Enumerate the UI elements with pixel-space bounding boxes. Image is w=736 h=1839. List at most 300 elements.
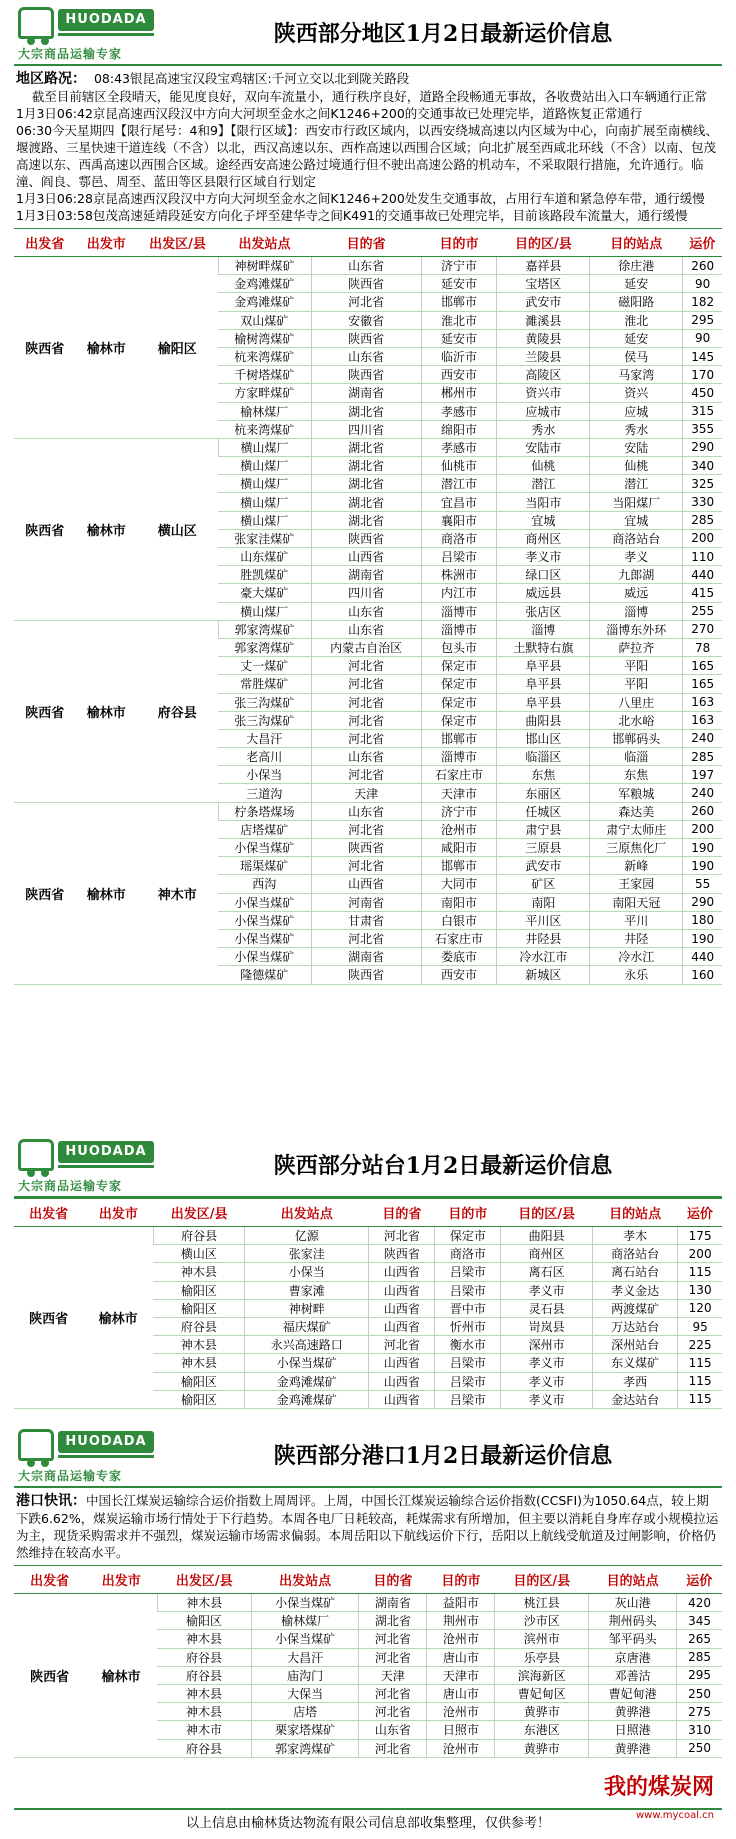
- table-cell: 240: [683, 784, 722, 802]
- table-cell: 420: [677, 1594, 722, 1612]
- column-header: 出发市: [83, 1199, 153, 1227]
- table-cell: 平川区: [497, 911, 590, 929]
- table-cell: 260: [683, 802, 722, 820]
- table-cell: 千树塔煤矿: [218, 366, 311, 384]
- table-cell: 曹家滩: [245, 1281, 369, 1299]
- table-cell: 吕梁市: [435, 1263, 501, 1281]
- table-cell: 145: [683, 347, 722, 365]
- station-rate-table: [14, 1198, 722, 1409]
- table-cell: 河北省: [311, 929, 421, 947]
- table-cell: 深州站台: [592, 1336, 677, 1354]
- table-cell: 山东省: [359, 1721, 427, 1739]
- table-cell: 115: [678, 1390, 722, 1408]
- table-cell: 250: [677, 1739, 722, 1757]
- table-cell: 小保当煤矿: [218, 929, 311, 947]
- table-row: [14, 1227, 722, 1245]
- table-cell: 南阳: [497, 893, 590, 911]
- table-cell: 保定市: [435, 1227, 501, 1245]
- table-cell: 225: [678, 1336, 722, 1354]
- table-cell: 190: [683, 839, 722, 857]
- table-cell: 万达站台: [592, 1317, 677, 1335]
- table-cell: 保定市: [421, 675, 497, 693]
- table-cell: 115: [678, 1372, 722, 1390]
- table-cell: 吕梁市: [421, 548, 497, 566]
- table-cell: 府谷县: [153, 1227, 244, 1245]
- table-cell: 285: [683, 748, 722, 766]
- table-cell: 265: [677, 1630, 722, 1648]
- table-cell: 延安: [590, 329, 683, 347]
- table-cell: 190: [683, 929, 722, 947]
- table-cell: 榆林市: [83, 1227, 153, 1409]
- table-cell: 湖北省: [311, 457, 421, 475]
- table-cell: 张家洼: [245, 1245, 369, 1263]
- table-cell: 250: [677, 1684, 722, 1702]
- table-cell: 岢岚县: [501, 1317, 592, 1335]
- table-cell: 永兴高速路口: [245, 1336, 369, 1354]
- table-cell: 威远: [590, 584, 683, 602]
- section-header: [14, 1422, 722, 1488]
- table-cell: 130: [678, 1281, 722, 1299]
- table-cell: 湖北省: [311, 493, 421, 511]
- road-condition-notice: 地区路况： 08:43银昆高速宝汉段宝鸡辖区:千河立交以北到陇关路段 截至目前辖区全段晴天，能见度良好，双向车流量小，通行秩序良好，道路全段畅通无事故，各收费站出入口车辆通行正常 1月3日06:42京昆高速西汉段汉中方向大河坝至金水之间K1246+200的交通事故已处理完毕，道路恢复正常通行 06:30今天星期四【限行尾号：4和9】【限行区域】：西安市行政区域内，以西安绕城高速以内区域为中心，向南扩展至南横线、堰渡路、三星快速干道连线（不含）以北，西汉高速以东、西柞高速以西围合区域；向北扩展至西咸北环线（不含）以南、包茂高速以东、西禹高速以西围合区域。途经西安高速公路过境通行但不驶出高速公路的机动车，不采取限行措施，允许通行。临潼、阎良、鄠邑、周至、蓝田等区县限行区域自行划定 1月3日06:28京昆高速西汉段汉中方向大河坝至金水之间K1246+200处发生交通事故，占用行车道和紧急停车带，通行缓慢 1月3日03:58包茂高速延靖段延安方向化子坪至建华寺之间K491的交通事故已处理完毕，目前该路段车流量大，通行缓慢: [16, 71, 718, 223]
- table-cell: 日照市: [427, 1721, 495, 1739]
- table-cell: 东丽区: [497, 784, 590, 802]
- table-cell: 东焦: [497, 766, 590, 784]
- table-cell: 两渡煤矿: [592, 1299, 677, 1317]
- table-cell: 福庆煤矿: [245, 1317, 369, 1335]
- table-row: [14, 257, 722, 275]
- table-cell: 河北省: [311, 766, 421, 784]
- table-cell: 榆阳区: [153, 1390, 244, 1408]
- table-cell: 森达美: [590, 802, 683, 820]
- table-cell: 陕西省: [14, 1227, 83, 1409]
- table-cell: 曹妃甸区: [495, 1684, 589, 1702]
- column-header: 目的市: [435, 1199, 501, 1227]
- table-header-row: [14, 1566, 722, 1594]
- table-cell: 115: [678, 1354, 722, 1372]
- table-cell: 宜城: [590, 511, 683, 529]
- table-cell: 栗家塔煤矿: [251, 1721, 359, 1739]
- section-header: [14, 0, 722, 66]
- column-header: 目的省: [359, 1566, 427, 1594]
- table-cell: 神木县: [153, 1354, 244, 1372]
- table-cell: 163: [683, 693, 722, 711]
- table-cell: 当阳市: [497, 493, 590, 511]
- table-cell: 张三沟煤矿: [218, 711, 311, 729]
- table-cell: 三道沟: [218, 784, 311, 802]
- table-cell: 450: [683, 384, 722, 402]
- table-cell: 神木县: [157, 1630, 251, 1648]
- table-cell: 神木县: [157, 1594, 251, 1612]
- table-cell: 孝感市: [421, 438, 497, 456]
- table-cell: 榆树湾煤矿: [218, 329, 311, 347]
- table-cell: 小保当煤矿: [218, 948, 311, 966]
- mycoal-watermark: 我的煤炭网 www.mycoal.cn: [603, 1775, 714, 1821]
- table-cell: 商州区: [501, 1245, 592, 1263]
- table-cell: 河北省: [369, 1227, 435, 1245]
- table-cell: 资兴: [590, 384, 683, 402]
- table-cell: 小保当煤矿: [251, 1594, 359, 1612]
- table-row: [14, 438, 722, 456]
- table-cell: 315: [683, 402, 722, 420]
- table-cell: 大保当: [251, 1684, 359, 1702]
- table-cell: 横山区: [153, 1245, 244, 1263]
- column-header: 目的区/县: [497, 229, 590, 257]
- table-cell: 方家畔煤矿: [218, 384, 311, 402]
- table-cell: 淄博: [497, 620, 590, 638]
- table-cell: 咸阳市: [421, 839, 497, 857]
- table-row: [14, 1594, 722, 1612]
- table-cell: 乐亭县: [495, 1648, 589, 1666]
- table-cell: 290: [683, 893, 722, 911]
- table-cell: 侯马: [590, 347, 683, 365]
- table-cell: 矿区: [497, 875, 590, 893]
- table-cell: 娄底市: [421, 948, 497, 966]
- table-cell: 200: [678, 1245, 722, 1263]
- table-cell: 滨海新区: [495, 1666, 589, 1684]
- table-cell: 白银市: [421, 911, 497, 929]
- table-cell: 濉溪县: [497, 311, 590, 329]
- table-cell: 济宁市: [421, 257, 497, 275]
- table-cell: 神木市: [137, 802, 218, 984]
- port-rate-section: [14, 1422, 722, 1758]
- table-cell: 安陆市: [497, 438, 590, 456]
- table-cell: 山东省: [311, 802, 421, 820]
- column-header: 目的区/县: [501, 1199, 592, 1227]
- table-cell: 大同市: [421, 875, 497, 893]
- table-cell: 神木县: [153, 1336, 244, 1354]
- table-cell: 唐山市: [427, 1684, 495, 1702]
- table-cell: 95: [678, 1317, 722, 1335]
- column-header: 出发站点: [251, 1566, 359, 1594]
- table-cell: 115: [678, 1263, 722, 1281]
- table-cell: 黄骅市: [495, 1739, 589, 1757]
- table-cell: 东焦: [590, 766, 683, 784]
- huodada-logo: HUODADA 大宗商品运输专家: [14, 1, 164, 63]
- table-cell: 邓善沽: [589, 1666, 677, 1684]
- table-cell: 土默特右旗: [497, 638, 590, 656]
- table-cell: 河北省: [359, 1684, 427, 1702]
- table-cell: 仙桃: [497, 457, 590, 475]
- table-cell: 石家庄市: [421, 766, 497, 784]
- table-cell: 山东煤矿: [218, 548, 311, 566]
- table-cell: 灵石县: [501, 1299, 592, 1317]
- table-cell: 神树畔煤矿: [218, 257, 311, 275]
- table-cell: 杭来湾煤矿: [218, 420, 311, 438]
- table-cell: 285: [683, 511, 722, 529]
- table-cell: 绵阳市: [421, 420, 497, 438]
- table-cell: 灰山港: [589, 1594, 677, 1612]
- table-cell: 潜江: [590, 475, 683, 493]
- table-cell: 高陵区: [497, 366, 590, 384]
- table-cell: 200: [683, 820, 722, 838]
- table-cell: 河北省: [359, 1739, 427, 1757]
- table-cell: 160: [683, 966, 722, 984]
- table-cell: 济宁市: [421, 802, 497, 820]
- table-cell: 165: [683, 675, 722, 693]
- table-cell: 宜城: [497, 511, 590, 529]
- table-cell: 山东省: [311, 347, 421, 365]
- table-cell: 店塔: [251, 1703, 359, 1721]
- table-cell: 延安: [590, 275, 683, 293]
- column-header: 目的区/县: [495, 1566, 589, 1594]
- column-header: 出发市: [75, 229, 136, 257]
- table-cell: 南阳天冠: [590, 893, 683, 911]
- table-cell: 吕梁市: [435, 1372, 501, 1390]
- table-cell: 任城区: [497, 802, 590, 820]
- column-header: 运价: [678, 1199, 722, 1227]
- table-cell: 武安市: [497, 857, 590, 875]
- table-cell: 横山煤厂: [218, 511, 311, 529]
- table-cell: 安陆: [590, 438, 683, 456]
- table-cell: 78: [683, 638, 722, 656]
- table-cell: 神木县: [157, 1703, 251, 1721]
- table-cell: 荆州市: [427, 1612, 495, 1630]
- table-cell: 西安市: [421, 966, 497, 984]
- truck-icon: [18, 1139, 54, 1171]
- table-cell: 西安市: [421, 366, 497, 384]
- table-cell: 陕西省: [14, 1594, 85, 1758]
- table-cell: 内江市: [421, 584, 497, 602]
- table-cell: 孝木: [592, 1227, 677, 1245]
- table-cell: 榆林市: [75, 438, 136, 620]
- table-cell: 孝义市: [497, 548, 590, 566]
- table-cell: 张三沟煤矿: [218, 693, 311, 711]
- table-cell: 275: [677, 1703, 722, 1721]
- table-cell: 陕西省: [14, 620, 75, 802]
- table-cell: 榆阳区: [157, 1612, 251, 1630]
- page-title: 陕西部分港口1月2日最新运价信息: [273, 1442, 613, 1469]
- table-cell: 河北省: [311, 657, 421, 675]
- table-cell: 延安市: [421, 275, 497, 293]
- table-cell: 北水峪: [590, 711, 683, 729]
- table-cell: 163: [683, 711, 722, 729]
- table-cell: 神树畔: [245, 1299, 369, 1317]
- column-header: 目的市: [427, 1566, 495, 1594]
- table-cell: 应城: [590, 402, 683, 420]
- table-cell: 日照港: [589, 1721, 677, 1739]
- table-cell: 200: [683, 529, 722, 547]
- table-cell: 商洛站台: [590, 529, 683, 547]
- table-cell: 肃宁县: [497, 820, 590, 838]
- table-cell: 平阳: [590, 657, 683, 675]
- table-cell: 西沟: [218, 875, 311, 893]
- table-cell: 潜江市: [421, 475, 497, 493]
- table-cell: 吕梁市: [435, 1354, 501, 1372]
- table-cell: 陕西省: [311, 275, 421, 293]
- table-cell: 邯郸市: [421, 857, 497, 875]
- table-cell: 萨拉齐: [590, 638, 683, 656]
- table-cell: 商洛站台: [592, 1245, 677, 1263]
- table-cell: 255: [683, 602, 722, 620]
- table-cell: 淄博市: [421, 748, 497, 766]
- table-cell: 330: [683, 493, 722, 511]
- table-cell: 285: [677, 1648, 722, 1666]
- table-cell: 离石区: [501, 1263, 592, 1281]
- table-cell: 180: [683, 911, 722, 929]
- table-cell: 京唐港: [589, 1648, 677, 1666]
- table-cell: 淄博市: [421, 620, 497, 638]
- table-cell: 亿源: [245, 1227, 369, 1245]
- table-cell: 威远县: [497, 584, 590, 602]
- table-cell: 阜平县: [497, 675, 590, 693]
- table-cell: 榆阳区: [137, 257, 218, 439]
- table-cell: 山西省: [369, 1317, 435, 1335]
- table-cell: 金鸡滩煤矿: [245, 1390, 369, 1408]
- table-cell: 小保当煤矿: [218, 839, 311, 857]
- table-cell: 415: [683, 584, 722, 602]
- table-cell: 肃宁太师庄: [590, 820, 683, 838]
- table-cell: 金鸡滩煤矿: [218, 275, 311, 293]
- table-cell: 郴州市: [421, 384, 497, 402]
- table-cell: 荆州码头: [589, 1612, 677, 1630]
- table-cell: 295: [677, 1666, 722, 1684]
- table-cell: 商洛市: [435, 1245, 501, 1263]
- table-cell: 孝义市: [501, 1372, 592, 1390]
- table-cell: 双山煤矿: [218, 311, 311, 329]
- table-cell: 榆林市: [75, 257, 136, 439]
- table-cell: 邹平码头: [589, 1630, 677, 1648]
- table-cell: 淮北: [590, 311, 683, 329]
- table-cell: 府谷县: [157, 1648, 251, 1666]
- table-row: [14, 802, 722, 820]
- table-cell: 沧州市: [427, 1703, 495, 1721]
- table-cell: 河北省: [311, 857, 421, 875]
- table-cell: 山东省: [311, 620, 421, 638]
- column-header: 出发区/县: [137, 229, 218, 257]
- table-cell: 商州区: [497, 529, 590, 547]
- table-cell: 90: [683, 329, 722, 347]
- table-cell: 大昌汗: [251, 1648, 359, 1666]
- column-header: 出发站点: [245, 1199, 369, 1227]
- table-cell: 淄博: [590, 602, 683, 620]
- table-cell: 天津: [311, 784, 421, 802]
- table-cell: 隆德煤矿: [218, 966, 311, 984]
- region-rate-section: [14, 0, 722, 985]
- table-cell: 滨州市: [495, 1630, 589, 1648]
- table-cell: 邯郸市: [421, 729, 497, 747]
- page-title: 陕西部分地区1月2日最新运价信息: [273, 20, 613, 47]
- table-cell: 295: [683, 311, 722, 329]
- table-cell: 金鸡滩煤矿: [218, 293, 311, 311]
- table-cell: 宜昌市: [421, 493, 497, 511]
- table-cell: 孝义市: [501, 1390, 592, 1408]
- column-header: 运价: [677, 1566, 722, 1594]
- table-cell: 湖南省: [311, 948, 421, 966]
- table-cell: 唐山市: [427, 1648, 495, 1666]
- table-cell: 曲阳县: [501, 1227, 592, 1245]
- table-cell: 商洛市: [421, 529, 497, 547]
- table-cell: 横山煤厂: [218, 457, 311, 475]
- table-cell: 孝感市: [421, 402, 497, 420]
- table-cell: 邯郸市: [421, 293, 497, 311]
- table-row: [14, 620, 722, 638]
- table-cell: 天津市: [421, 784, 497, 802]
- table-cell: 山西省: [369, 1281, 435, 1299]
- table-cell: 260: [683, 257, 722, 275]
- table-cell: 安徽省: [311, 311, 421, 329]
- table-cell: 宝塔区: [497, 275, 590, 293]
- table-cell: 大昌汗: [218, 729, 311, 747]
- table-cell: 老高川: [218, 748, 311, 766]
- table-cell: 湖北省: [359, 1612, 427, 1630]
- table-cell: 山东省: [311, 602, 421, 620]
- table-cell: 山东省: [311, 257, 421, 275]
- station-rate-section: [14, 1132, 722, 1409]
- table-cell: 榆阳区: [153, 1372, 244, 1390]
- table-cell: 包头市: [421, 638, 497, 656]
- table-cell: 340: [683, 457, 722, 475]
- table-cell: 潜江: [497, 475, 590, 493]
- footer: [14, 1775, 722, 1839]
- truck-icon: [18, 7, 54, 39]
- table-cell: 临淄: [590, 748, 683, 766]
- table-cell: 胜凯煤矿: [218, 566, 311, 584]
- table-cell: 离石站台: [592, 1263, 677, 1281]
- table-cell: 孝义金达: [592, 1281, 677, 1299]
- column-header: 目的省: [369, 1199, 435, 1227]
- table-cell: 杭来湾煤矿: [218, 347, 311, 365]
- table-cell: 府谷县: [153, 1317, 244, 1335]
- table-cell: 小保当煤矿: [218, 911, 311, 929]
- table-cell: 湖南省: [359, 1594, 427, 1612]
- table-cell: 榆林市: [85, 1594, 157, 1758]
- table-cell: 衡水市: [435, 1336, 501, 1354]
- table-cell: 保定市: [421, 711, 497, 729]
- table-cell: 陕西省: [311, 966, 421, 984]
- table-cell: 孝义市: [501, 1354, 592, 1372]
- table-cell: 府谷县: [157, 1739, 251, 1757]
- table-cell: 120: [678, 1299, 722, 1317]
- table-cell: 阜平县: [497, 657, 590, 675]
- table-cell: 瑶渠煤矿: [218, 857, 311, 875]
- table-cell: 孝西: [592, 1372, 677, 1390]
- table-cell: 金鸡滩煤矿: [245, 1372, 369, 1390]
- column-header: 出发省: [14, 1199, 83, 1227]
- table-cell: 冷水江市: [497, 948, 590, 966]
- table-cell: 陕西省: [14, 802, 75, 984]
- table-cell: 197: [683, 766, 722, 784]
- table-cell: 孝义: [590, 548, 683, 566]
- column-header: 出发市: [85, 1566, 157, 1594]
- table-cell: 湖北省: [311, 402, 421, 420]
- table-cell: 横山煤厂: [218, 475, 311, 493]
- table-cell: 河北省: [311, 675, 421, 693]
- section-header: [14, 1132, 722, 1198]
- table-cell: 孝义市: [501, 1281, 592, 1299]
- table-cell: 310: [677, 1721, 722, 1739]
- table-cell: 山西省: [369, 1354, 435, 1372]
- table-cell: 新城区: [497, 966, 590, 984]
- column-header: 目的站点: [589, 1566, 677, 1594]
- table-cell: 内蒙古自治区: [311, 638, 421, 656]
- table-cell: 金达站台: [592, 1390, 677, 1408]
- table-cell: 榆阳区: [153, 1299, 244, 1317]
- table-cell: 九郎湖: [590, 566, 683, 584]
- table-cell: 横山煤厂: [218, 438, 311, 456]
- table-cell: 平川: [590, 911, 683, 929]
- table-cell: 王家园: [590, 875, 683, 893]
- table-cell: 天津市: [427, 1666, 495, 1684]
- table-cell: 井陉县: [497, 929, 590, 947]
- table-cell: 四川省: [311, 420, 421, 438]
- table-cell: 新峰: [590, 857, 683, 875]
- table-cell: 河北省: [311, 711, 421, 729]
- table-cell: 山西省: [369, 1299, 435, 1317]
- table-cell: 440: [683, 566, 722, 584]
- table-cell: 山西省: [311, 875, 421, 893]
- column-header: 运价: [683, 229, 722, 257]
